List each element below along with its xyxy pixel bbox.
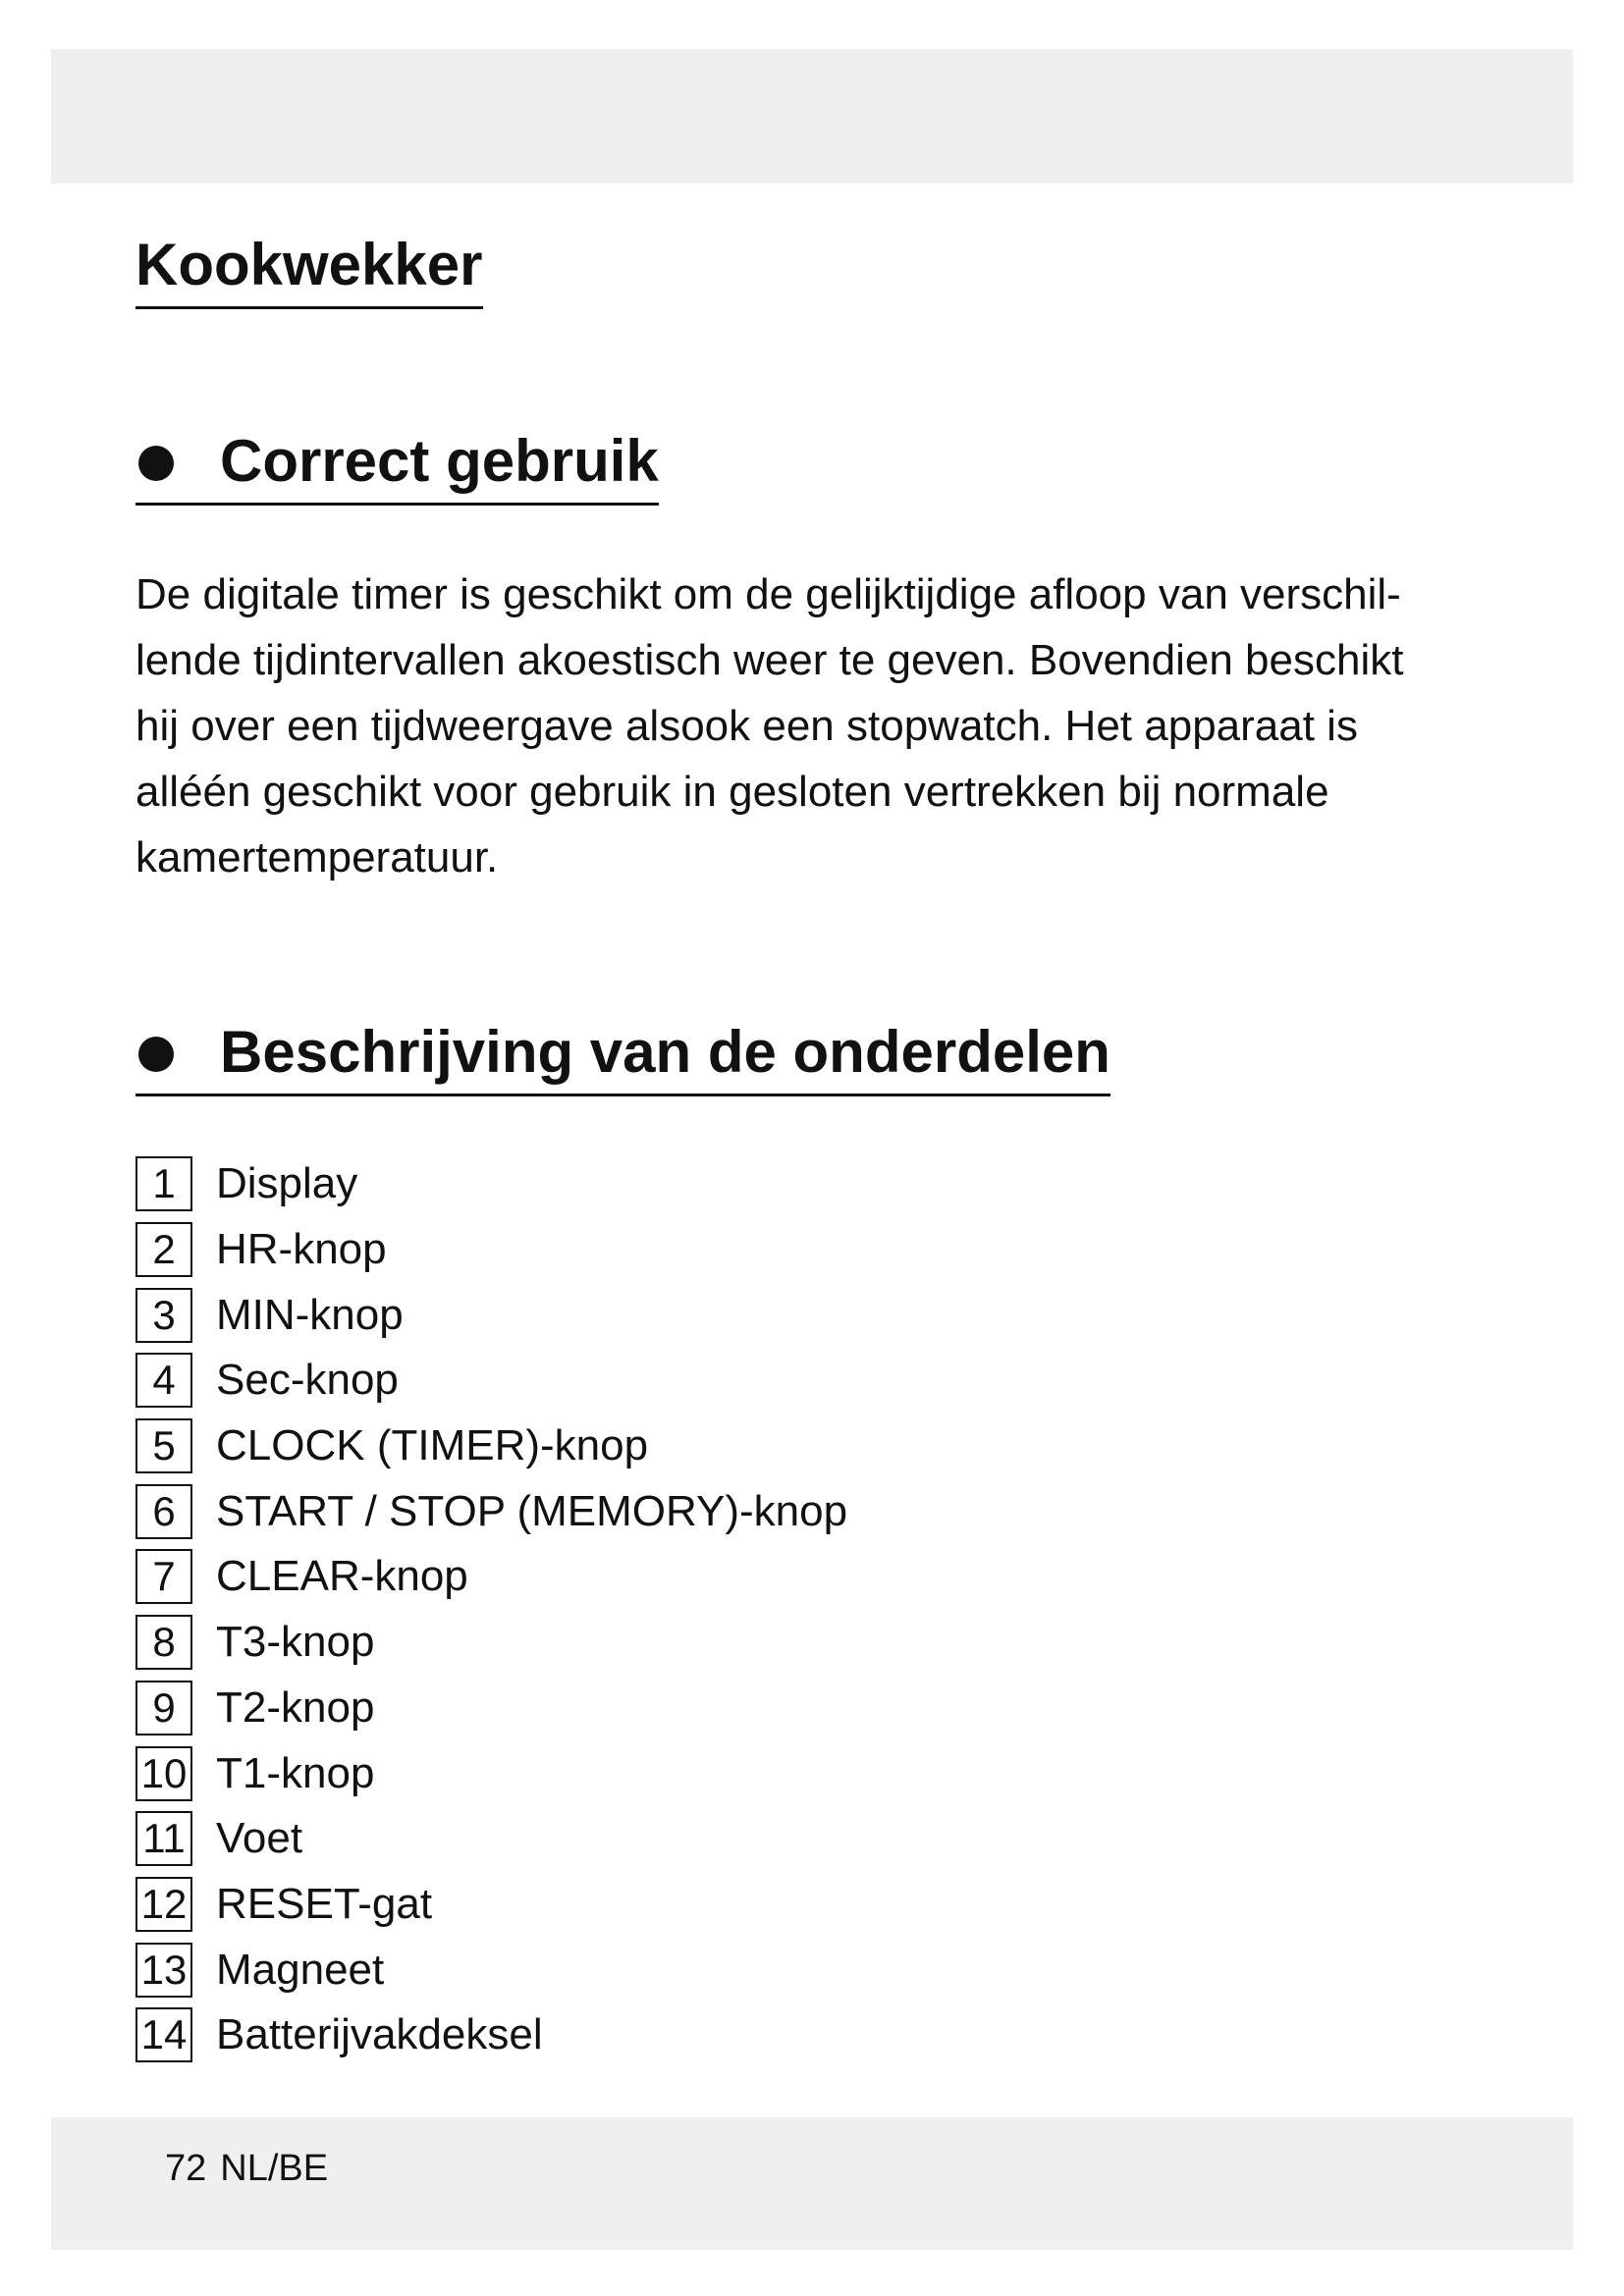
- part-label: CLEAR-knop: [216, 1552, 468, 1601]
- part-label: Batterijvakdeksel: [216, 2010, 543, 2059]
- part-label: T2-knop: [216, 1682, 375, 1732]
- part-number-box: 3: [135, 1288, 192, 1343]
- part-number-box: 4: [135, 1353, 192, 1408]
- part-label: MIN-knop: [216, 1290, 404, 1339]
- part-number-box: 1: [135, 1156, 192, 1211]
- part-number-box: 9: [135, 1681, 192, 1735]
- paragraph-line: alléén geschikt voor gebruik in gesloten vertrekken bij normale: [135, 768, 1329, 816]
- list-item: [135, 1282, 847, 1348]
- part-label: Sec-knop: [216, 1356, 399, 1405]
- part-label: Voet: [216, 1814, 303, 1863]
- list-item: [135, 1544, 847, 1610]
- page-number: 72: [165, 2148, 207, 2189]
- part-number-box: 11: [135, 1811, 192, 1866]
- paragraph-line: hij over een tijdweergave alsook een stopwatch. Het apparaat is: [135, 702, 1358, 750]
- list-item: [135, 1740, 847, 1806]
- part-number-box: 12: [135, 1877, 192, 1932]
- list-item: [135, 2002, 847, 2068]
- list-item: [135, 1217, 847, 1283]
- part-label: CLOCK (TIMER)-knop: [216, 1421, 649, 1470]
- list-item: [135, 1151, 847, 1217]
- part-number-box: 2: [135, 1222, 192, 1277]
- page-title: Kookwekker: [135, 226, 483, 309]
- part-label: Magneet: [216, 1945, 385, 1994]
- part-label: START / STOP (MEMORY)-knop: [216, 1486, 848, 1535]
- part-label: RESET-gat: [216, 1879, 433, 1928]
- part-number-box: 7: [135, 1549, 192, 1604]
- part-number-box: 6: [135, 1484, 192, 1539]
- part-label: Display: [216, 1159, 358, 1208]
- parts-list: [135, 1151, 847, 2068]
- list-item: [135, 1610, 847, 1676]
- bullet-icon: [138, 1037, 174, 1072]
- part-label: T1-knop: [216, 1748, 375, 1797]
- section-heading-correct-use: [135, 422, 659, 506]
- part-number-box: 13: [135, 1943, 192, 1998]
- section-heading-text: Correct gebruik: [220, 428, 659, 494]
- locale-label: NL/BE: [220, 2148, 329, 2189]
- paragraph-line: lende tijdintervallen akoestisch weer te geven. Bovendien beschikt: [135, 636, 1404, 684]
- paragraph-line: De digitale timer is geschikt om de gelijktijdige afloop van verschil-: [135, 570, 1401, 618]
- header-band: [51, 49, 1573, 184]
- part-label: HR-knop: [216, 1225, 387, 1274]
- paragraph-line: kamertemperatuur.: [135, 833, 499, 881]
- section-heading-parts: [135, 1013, 1110, 1096]
- part-number-box: 8: [135, 1615, 192, 1670]
- part-number-box: 10: [135, 1746, 192, 1801]
- list-item: [135, 1937, 847, 2002]
- list-item: [135, 1348, 847, 1414]
- part-number-box: 5: [135, 1418, 192, 1473]
- part-label: T3-knop: [216, 1618, 375, 1667]
- part-number-box: 14: [135, 2007, 192, 2062]
- page-footer: [165, 2148, 342, 2190]
- list-item: [135, 1676, 847, 1741]
- list-item: [135, 1414, 847, 1479]
- list-item: [135, 1478, 847, 1544]
- list-item: [135, 1872, 847, 1938]
- bullet-icon: [138, 446, 174, 481]
- correct-use-paragraph: [135, 561, 1500, 890]
- list-item: [135, 1806, 847, 1872]
- section-heading-text: Beschrijving van de onderdelen: [220, 1019, 1110, 1085]
